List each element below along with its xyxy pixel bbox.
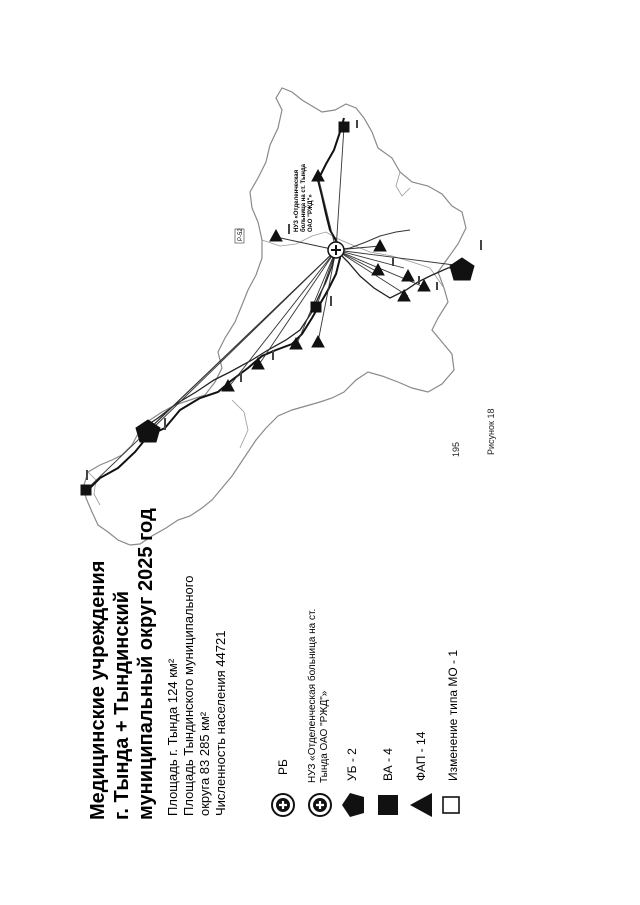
inner-border [396, 172, 410, 196]
district-boundary [84, 88, 466, 545]
triangle-marker [270, 230, 282, 241]
inner-border [232, 400, 248, 448]
square-marker [311, 302, 321, 312]
title-line-1: Медицинские учреждения [87, 560, 109, 820]
triangle-marker [312, 336, 324, 347]
legend-item-ub: УБ - 2 [345, 748, 359, 781]
triangle-marker [402, 270, 414, 281]
page-number: 195 [451, 441, 461, 457]
inner-border [336, 238, 444, 288]
map-title [86, 508, 158, 820]
hub-callout [294, 163, 314, 232]
triangle-marker [398, 290, 410, 301]
area-stats [165, 576, 229, 816]
map-markers [81, 122, 474, 495]
legend-item-nuz: НУЗ «Отделенческая больница на ст. Тында ОАО "РЖД"» [307, 608, 330, 783]
svg-text:больница на ст. Тында: больница на ст. Тында [301, 164, 307, 232]
triangle-marker [374, 240, 386, 251]
title-line-3: муниципальный округ 2025 год [135, 508, 157, 820]
area-city: Площадь г. Тында 124 км² [165, 658, 180, 816]
road-badge-label: Р-52 [238, 228, 244, 241]
square-marker [339, 122, 349, 132]
legend-item-va: ВА - 4 [381, 748, 395, 781]
legend-item-rb: РБ [276, 759, 290, 775]
area-district-1: Площадь Тындинского муниципального [181, 575, 196, 816]
title-line-2: г. Тында + Тындинский [111, 590, 133, 820]
area-district-2: округа 83 285 км² [197, 711, 212, 816]
road-line [336, 250, 460, 298]
square-marker [81, 485, 91, 495]
pentagon-marker [450, 258, 474, 280]
road-line [140, 250, 336, 430]
pentagon-marker [136, 420, 160, 442]
svg-text:ОАО "РЖД"»: ОАО "РЖД"» [308, 194, 314, 232]
triangle-marker [222, 380, 234, 391]
svg-text:НУЗ «Отделенческая: НУЗ «Отделенческая [294, 169, 300, 232]
legend-item-fap: ФАП - 14 [414, 731, 428, 781]
figure-caption: Рисунок 18 [486, 408, 496, 455]
population: Численность населения 44721 [213, 630, 228, 816]
legend-item-type-change: Изменение типа МО - 1 [446, 649, 460, 781]
